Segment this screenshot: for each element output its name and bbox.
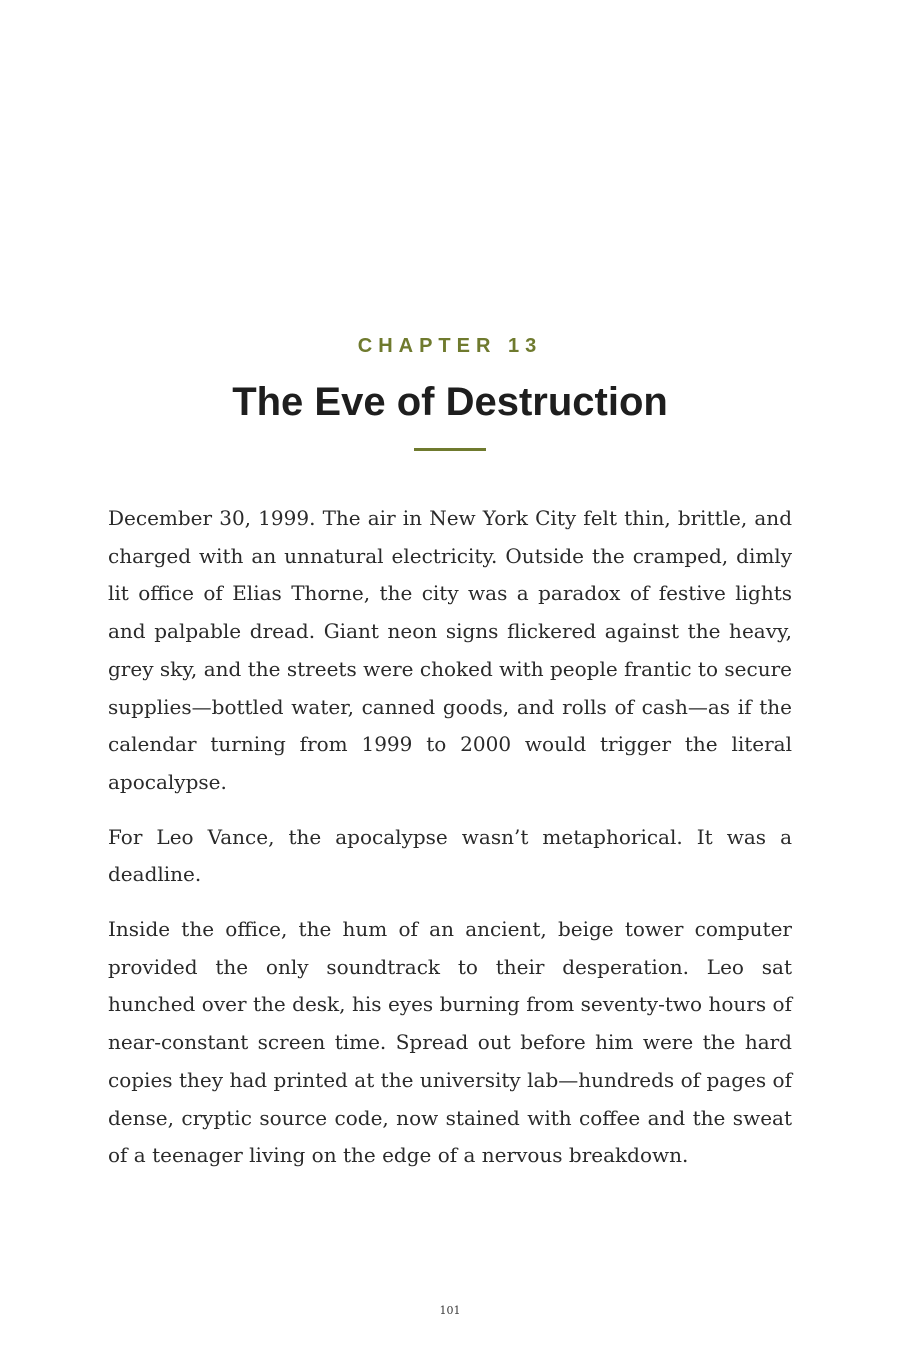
chapter-title: The Eve of Destruction [232, 380, 668, 424]
chapter-label: CHAPTER 13 [357, 335, 543, 357]
paragraph: Inside the office, the hum of an ancient, beige tower computer provided the only soundtrack to their desperation. Leo sat hunched over the desk, his eyes burning from seventy-two hours of near-constant screen time. Spread out before him were the hard copies they had printed at the university lab—hundreds of pages of dense, cryptic source code, now stained with coffee and the sweat of a teenager living on the edge of a nervous breakdown. [108, 917, 792, 1168]
title-divider [414, 448, 486, 451]
paragraph: For Leo Vance, the apocalypse wasn’t metaphorical. It was a deadline. [108, 824, 792, 887]
chapter-body [108, 500, 792, 1192]
paragraph: December 30, 1999. The air in New York City felt thin, brittle, and charged with an unnatural electricity. Outside the cramped, dimly lit office of Elias Thorne, the city was a paradox of festive lights and palpable dread. Giant neon signs flickered against the heavy, grey sky, and the streets were choked with people frantic to secure supplies—bottled water, canned goods, and rolls of cash—as if the calendar turning from 1999 to 2000 would trigger the literal apocalypse. [108, 506, 792, 794]
page-number: 101 [439, 1304, 461, 1317]
